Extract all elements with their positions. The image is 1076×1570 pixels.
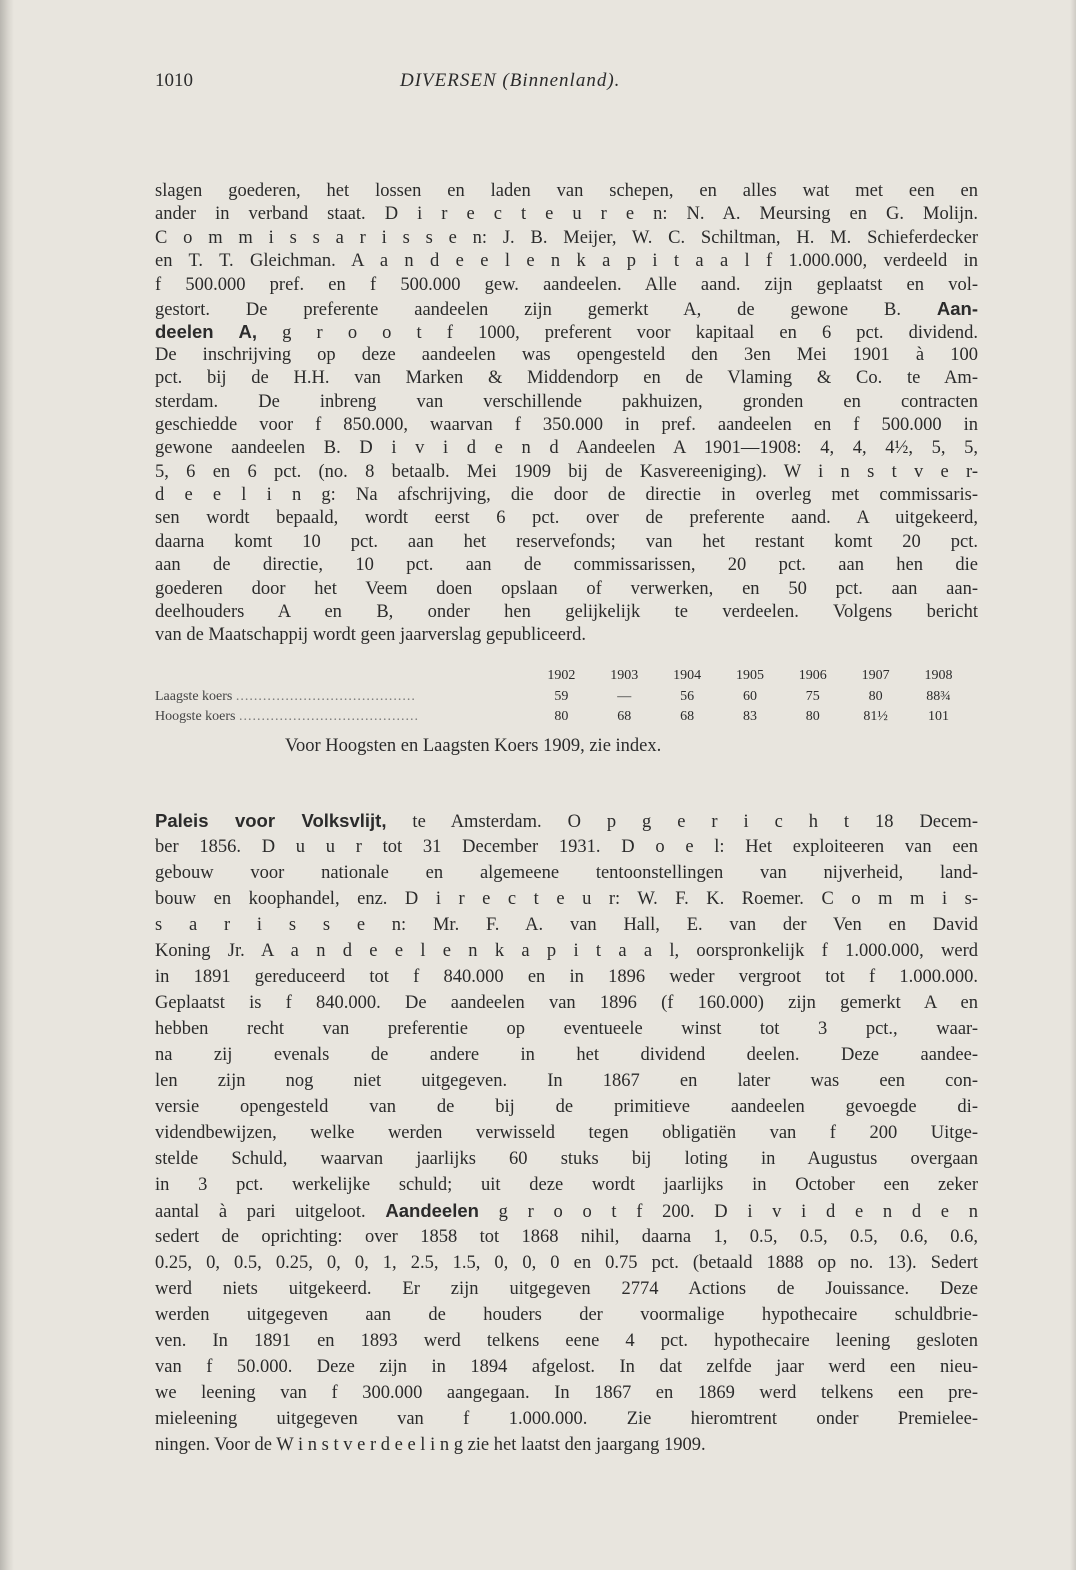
line-text: De inschrijving op deze aandeelen was opengesteld den 3en Mei 1901 à 100 [155, 344, 978, 365]
koers-row [155, 707, 970, 728]
year-header: 1905 [735, 668, 764, 684]
text-line [155, 1120, 978, 1146]
text-line [155, 601, 978, 624]
running-head: DIVERSEN (Binnenland). [400, 70, 621, 91]
text-line [155, 1328, 978, 1354]
text-line [155, 990, 978, 1016]
line-text: g r o o t f 200. D i v i d e n d e n [478, 1202, 978, 1222]
koers-value: 68 [680, 709, 695, 725]
line-text: van f 50.000. Deze zijn in 1894 afgelost. In dat zelfde jaar werd een nieu- [155, 1357, 978, 1377]
line-text: na zij evenals de andere in het dividend deelen. Deze aandee- [155, 1045, 978, 1065]
text-line [155, 1432, 978, 1458]
koers-value: 80 [554, 709, 569, 725]
line-text: C o m m i s s a r i s s e n: J. B. Meijer, W. C. Schiltman, H. M. Schieferdecker [155, 227, 978, 248]
text-line [155, 938, 978, 964]
text-line [155, 1250, 978, 1276]
line-text: 5, 6 en 6 pct. (no. 8 betaalb. Mei 1909 bij de Kasvereeniging). W i n s t v e r- [155, 461, 978, 482]
line-text: aantal à pari uitgeloot. [155, 1202, 386, 1222]
line-text: gestort. De preferente aandeelen zijn gemerkt A, de gewone B. [155, 299, 937, 320]
text-line [155, 624, 978, 647]
text-line [155, 1198, 978, 1224]
row-label-text: Laagste koers [155, 688, 233, 704]
koers-value: 101 [928, 709, 950, 725]
leader-dots: ........................................ [235, 688, 416, 704]
row-label [155, 687, 530, 708]
koers-value: 83 [742, 709, 757, 725]
bold-heading-text: Aandeelen [385, 1200, 479, 1221]
koers-value: 68 [617, 709, 632, 725]
line-text: te Amsterdam. O p g e r i c h t 18 Decem- [386, 812, 978, 832]
text-line [155, 250, 978, 273]
line-text: werden uitgegeven aan de houders der voormalige hypothecaire schuldbrie- [155, 1305, 978, 1325]
text-line [155, 203, 978, 226]
line-text: daarna komt 10 pct. aan het reservefonds; van het restant komt 20 pct. [155, 531, 978, 552]
paragraph-paleis-voor-volksvlijt [155, 808, 978, 1458]
text-line [155, 1276, 978, 1302]
row-label-text: Hoogste koers [155, 709, 236, 725]
text-line [155, 484, 978, 507]
line-text: deelhouders A en B, onder hen gelijkelijk te verdeelen. Volgens bericht [155, 602, 978, 623]
line-text: videndbewijzen, welke werden verwisseld tegen obligatiën van f 200 Uitge- [155, 1123, 978, 1143]
line-text: goederen door het Veem doen opslaan of verwerken, en 50 pct. aan aan- [155, 578, 978, 599]
line-text: en T. T. Gleichman. A a n d e e l e n k a p i t a a l f 1.000.000, verdeeld in [155, 251, 978, 272]
year-header: 1902 [547, 668, 576, 684]
text-line [155, 531, 978, 554]
text-line [155, 808, 978, 834]
text-line [155, 886, 978, 912]
koers-value: 80 [868, 688, 883, 704]
year-header: 1906 [798, 668, 827, 684]
leader-dots: ........................................ [239, 709, 419, 725]
text-line [155, 297, 978, 320]
bold-heading-text: Aan- [936, 297, 978, 319]
koers-table [155, 666, 970, 728]
line-text: g r o o t f 1000, preferent voor kapitaal en 6 pct. dividend. [257, 323, 979, 344]
text-line [155, 1094, 978, 1120]
line-text: gebouw voor nationale en algemeene tentoonstellingen van nijverheid, land- [155, 863, 978, 883]
text-line [155, 367, 978, 390]
text-line [155, 507, 978, 530]
bold-heading-text: deelen A, [155, 321, 258, 343]
line-text: 0.25, 0, 0.5, 0.25, 0, 0, 1, 2.5, 1.5, 0, 0, 0 en 0.75 pct. (betaald 1888 op no. 13). Sedert [155, 1253, 978, 1273]
line-text: ander in verband staat. D i r e c t e u r e n: N. A. Meursing en G. Molijn. [155, 204, 978, 225]
koers-value: 75 [805, 688, 820, 704]
koers-value: 81½ [863, 709, 888, 725]
year-header: 1907 [861, 668, 890, 684]
line-text: werd niets uitgekeerd. Er zijn uitgegeven 2774 Actions de Jouissance. Deze [155, 1279, 978, 1299]
line-text: ven. In 1891 en 1893 werd telkens eene 4 pct. hypothecaire leening gesloten [155, 1331, 978, 1351]
line-text: stelde Schuld, waarvan jaarlijks 60 stuks bij loting in Augustus overgaan [155, 1149, 978, 1169]
page-right-edge [1070, 0, 1076, 1570]
text-line [155, 1068, 978, 1094]
line-text: s a r i s s e n: Mr. F. A. van Hall, E. van der Ven en David [155, 915, 978, 935]
line-text: in 1891 gereduceerd tot f 840.000 en in 1896 weder vergroot tot f 1.000.000. [155, 967, 978, 987]
page-binding-edge [0, 0, 14, 1570]
row-label [155, 707, 530, 728]
line-text: f 500.000 pref. en f 500.000 gew. aandeelen. Alle aand. zijn geplaatst en vol- [155, 274, 978, 295]
line-text: len zijn nog niet uitgegeven. In 1867 en later was een con- [155, 1071, 978, 1091]
text-line [155, 578, 978, 601]
text-line [155, 461, 978, 484]
koers-value: 59 [554, 688, 569, 704]
line-text: Koning Jr. A a n d e e l e n k a p i t a a l, oorspronkelijk f 1.000.000, werd [155, 941, 978, 961]
text-line [155, 1172, 978, 1198]
koers-value: 88¾ [926, 688, 951, 704]
text-line [155, 437, 978, 460]
koers-value: 80 [805, 709, 820, 725]
text-line [155, 1042, 978, 1068]
year-header: 1904 [673, 668, 702, 684]
line-text: d e e l i n g: Na afschrijving, die door de directie in overleg met commissaris- [155, 485, 978, 506]
text-line [155, 274, 978, 297]
text-line [155, 320, 978, 343]
text-line [155, 1380, 978, 1406]
text-line [155, 912, 978, 938]
line-text: bouw en koophandel, enz. D i r e c t e u r: W. F. K. Roemer. C o m m i s- [155, 889, 978, 909]
line-text: sen wordt bepaald, wordt eerst 6 pct. over de preferente aand. A uitgekeerd, [155, 508, 978, 529]
text-line [155, 860, 978, 886]
koers-value: 56 [680, 688, 695, 704]
text-line [155, 834, 978, 860]
line-text: aan de directie, 10 pct. aan de commissarissen, 20 pct. aan hen die [155, 555, 978, 576]
text-line [155, 1302, 978, 1328]
text-line [155, 227, 978, 250]
text-line [155, 1146, 978, 1172]
koers-value: 60 [742, 688, 757, 704]
koers-note: Voor Hoogsten en Laagsten Koers 1909, zie index. [285, 736, 662, 756]
year-header: 1903 [610, 668, 639, 684]
line-text: Geplaatst is f 840.000. De aandeelen van 1896 (f 160.000) zijn gemerkt A en [155, 993, 978, 1013]
line-text: sedert de oprichting: over 1858 tot 1868 nihil, daarna 1, 0.5, 0.5, 0.5, 0.6, 0.6, [155, 1227, 978, 1247]
text-line [155, 344, 978, 367]
year-header: 1908 [924, 668, 953, 684]
line-text: versie opengesteld van de bij de primitieve aandeelen gevoegde di- [155, 1097, 978, 1117]
text-line [155, 180, 978, 203]
koers-value: — [617, 688, 632, 704]
paragraph-company-entry-1 [155, 180, 978, 648]
line-text: slagen goederen, het lossen en laden van schepen, en alles wat met een en [155, 181, 978, 201]
text-line [155, 1354, 978, 1380]
line-text: pct. bij de H.H. van Marken & Middendorp en de Vlaming & Co. te Am- [155, 368, 978, 389]
text-line [155, 1016, 978, 1042]
line-text: geschiedde voor f 850.000, waarvan f 350.000 in pref. aandeelen en f 500.000 in [155, 414, 978, 435]
line-text: in 3 pct. werkelijke schuld; uit deze wordt jaarlijks in October een zeker [155, 1175, 978, 1195]
line-text: hebben recht van preferentie op eventueele winst tot 3 pct., waar- [155, 1019, 978, 1039]
text-line [155, 1406, 978, 1432]
line-text: sterdam. De inbreng van verschillende pakhuizen, gronden en contracten [155, 391, 978, 412]
line-text: gewone aandeelen B. D i v i d e n d Aandeelen A 1901—1908: 4, 4, 4½, 5, 5, [155, 438, 978, 459]
line-text: we leening van f 300.000 aangegaan. In 1867 en 1869 werd telkens een pre- [155, 1383, 978, 1403]
text-line [155, 554, 978, 577]
line-text: ber 1856. D u u r tot 31 December 1931. D o e l: Het exploiteeren van een [155, 837, 978, 857]
text-line [155, 414, 978, 437]
line-text: ningen. Voor de W i n s t v e r d e e l i n g zie het laatst den jaargang 1909. [155, 1435, 706, 1455]
text-line [155, 1224, 978, 1250]
page-number: 1010 [155, 70, 193, 91]
text-line [155, 391, 978, 414]
bold-heading-text: Paleis voor Volksvlijt, [155, 810, 387, 831]
line-text: mieleening uitgegeven van f 1.000.000. Zie hieromtrent onder Premielee- [155, 1409, 978, 1429]
line-text: van de Maatschappij wordt geen jaarverslag gepubliceerd. [155, 625, 586, 646]
text-line [155, 964, 978, 990]
koers-row [155, 687, 970, 708]
koers-years-row [155, 666, 970, 687]
